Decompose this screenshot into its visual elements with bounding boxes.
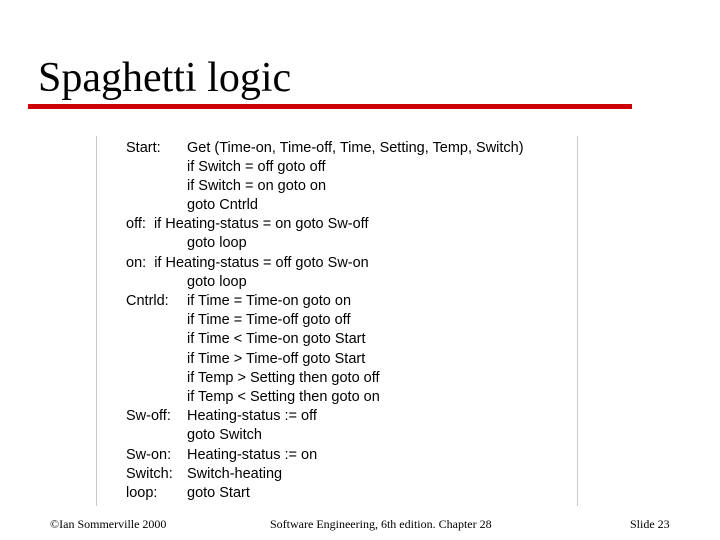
- code-label: Sw-on:: [126, 447, 172, 463]
- code-statement: Heating-status := off: [187, 408, 317, 424]
- code-statement: Switch-heating: [187, 466, 283, 482]
- code-statement: if Time = Time-off goto off: [187, 312, 351, 328]
- code-label: Start:: [126, 140, 161, 156]
- code-line-full: off: if Heating-status = on goto Sw-off: [126, 216, 369, 232]
- code-statement: Get (Time-on, Time-off, Time, Setting, Temp, Switch): [187, 140, 524, 156]
- code-statement: if Switch = on goto on: [187, 178, 327, 194]
- code-statement: goto loop: [187, 274, 247, 290]
- code-label: Sw-off:: [126, 408, 171, 424]
- code-statement: if Time < Time-on goto Start: [187, 331, 366, 347]
- code-statement: goto Start: [187, 485, 250, 501]
- code-label: loop:: [126, 485, 158, 501]
- code-statement: goto loop: [187, 235, 247, 251]
- title-underline: [28, 104, 632, 109]
- code-statement: Heating-status := on: [187, 447, 318, 463]
- code-statement: if Time = Time-on goto on: [187, 293, 352, 309]
- code-label: Cntrld:: [126, 293, 169, 309]
- code-line-full: on: if Heating-status = off goto Sw-on: [126, 255, 369, 271]
- code-statement: if Temp < Setting then goto on: [187, 389, 380, 405]
- footer-slide-number: Slide 23: [630, 517, 670, 531]
- footer-book-title: Software Engineering, 6th edition. Chapter 28: [270, 517, 492, 531]
- slide-title: Spaghetti logic: [38, 55, 292, 101]
- code-statement: goto Cntrld: [187, 197, 258, 213]
- code-label: Switch:: [126, 466, 173, 482]
- code-statement: goto Switch: [187, 427, 262, 443]
- footer-copyright: ©Ian Sommerville 2000: [50, 517, 167, 531]
- code-statement: if Time > Time-off goto Start: [187, 351, 366, 367]
- code-statement: if Switch = off goto off: [187, 159, 326, 175]
- code-statement: if Temp > Setting then goto off: [187, 370, 380, 386]
